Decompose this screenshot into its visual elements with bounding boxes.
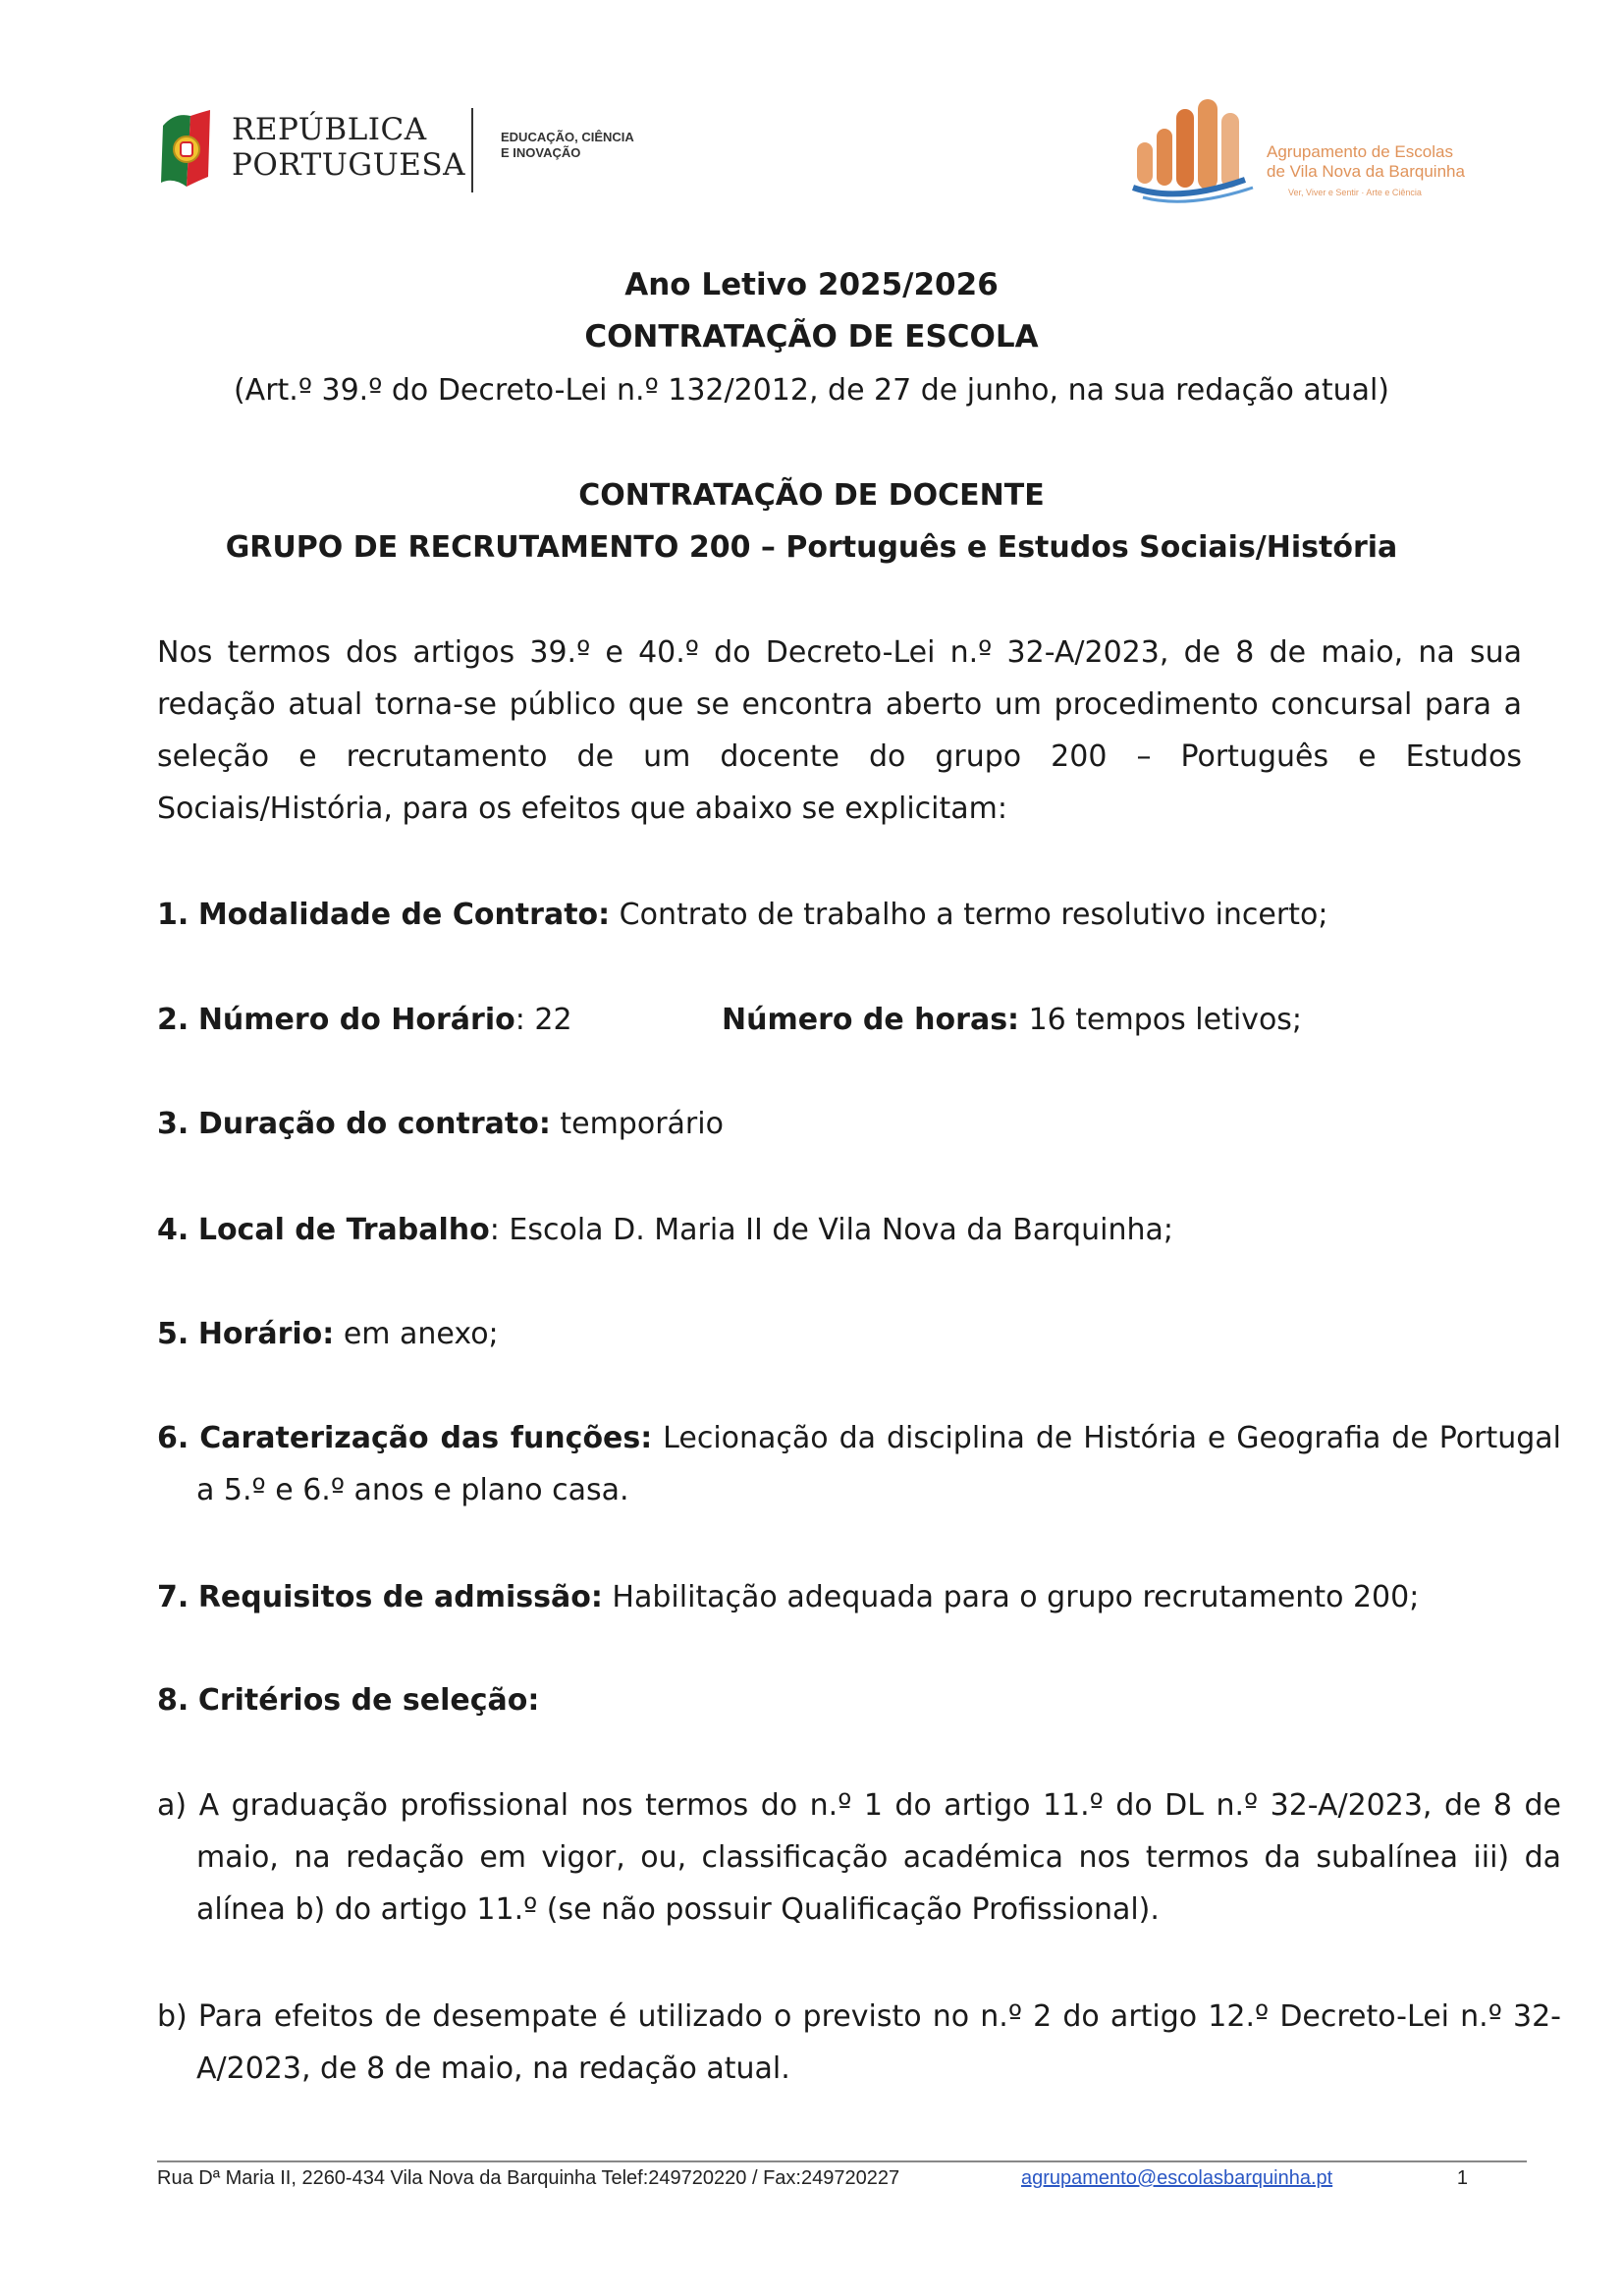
item-schedule bbox=[157, 1308, 1522, 1360]
school-logo bbox=[1129, 93, 1502, 211]
item-selection-criteria bbox=[157, 1674, 1522, 1726]
page-number: 1 bbox=[1456, 2167, 1468, 2189]
recruitment-group-title: GRUPO DE RECRUTAMENTO 200 – Português e Estudos Sociais/História bbox=[225, 530, 1398, 565]
contract-title: CONTRATAÇÃO DE ESCOLA bbox=[584, 319, 1039, 355]
item-label: Critérios de seleção: bbox=[197, 1683, 540, 1718]
school-year-title: Ano Letivo 2025/2026 bbox=[624, 267, 999, 302]
government-name-line1: REPÚBLICA bbox=[232, 112, 427, 147]
item-value: Lecionação da disciplina de História e Geografia de Portugal a 5.º e 6.º anos e plano casa. bbox=[196, 1421, 1561, 1507]
ministry-line2: E INOVAÇÃO bbox=[501, 145, 581, 160]
criterion-a: a) A graduação profissional nos termos do n.º 1 do artigo 11.º do DL n.º 32-A/2023, de 8 de maio, na redação em vigor, ou, classificação académica nos termos da subalínea iii) da alínea b) do artigo 11.º (se não possuir Qualificação Profissional). bbox=[157, 1788, 1561, 1927]
item-label: Duração do contrato: bbox=[197, 1107, 551, 1141]
item-value: : Escola D. Maria II de Vila Nova da Barquinha; bbox=[489, 1213, 1173, 1247]
item-number: 5. bbox=[157, 1317, 189, 1351]
item-number: 1. bbox=[157, 898, 189, 932]
item-workplace bbox=[157, 1204, 1522, 1256]
hours-value: 16 tempos letivos; bbox=[1019, 1003, 1303, 1037]
hours-label: Número de horas: bbox=[722, 1003, 1020, 1037]
ministry-line1: EDUCAÇÃO, CIÊNCIA bbox=[501, 130, 634, 144]
item-value: Habilitação adequada para o grupo recrutamento 200; bbox=[602, 1580, 1420, 1614]
item-job-description bbox=[157, 1412, 1561, 1516]
item-label: Caraterização das funções: bbox=[199, 1421, 653, 1455]
item-label: Modalidade de Contrato: bbox=[197, 898, 611, 932]
footer-email-link[interactable]: agrupamento@escolasbarquinha.pt bbox=[1021, 2167, 1333, 2189]
item-schedule-number bbox=[157, 994, 1522, 1046]
item-value: Contrato de trabalho a termo resolutivo incerto; bbox=[610, 898, 1328, 932]
item-number: 7. bbox=[157, 1580, 189, 1614]
item-number: 4. bbox=[157, 1213, 189, 1247]
item-number: 3. bbox=[157, 1107, 189, 1141]
criterion-b: b) Para efeitos de desempate é utilizado o previsto no n.º 2 do artigo 12.º Decreto-Lei n.º 32-A/2023, de 8 de maio, na redação atual. bbox=[157, 1999, 1561, 2086]
intro-paragraph: Nos termos dos artigos 39.º e 40.º do Decreto-Lei n.º 32-A/2023, de 8 de maio, na sua redação atual torna-se público que se encontra aberto um procedimento concursal para a seleção e recrutamento de um docente do grupo 200 – Português e Estudos Sociais/História, para os efeitos que abaixo se explicitam: bbox=[157, 635, 1522, 826]
item-contract-type bbox=[157, 889, 1522, 941]
item-number: 6. bbox=[157, 1421, 189, 1455]
ministry-name bbox=[501, 130, 634, 161]
hours-block bbox=[722, 994, 1302, 1046]
portuguese-flag-icon bbox=[157, 108, 212, 189]
item-number: 2. bbox=[157, 1003, 189, 1037]
logo-divider bbox=[471, 108, 473, 192]
item-label: Requisitos de admissão: bbox=[197, 1580, 603, 1614]
item-label: Horário: bbox=[197, 1317, 335, 1351]
government-name bbox=[232, 112, 465, 183]
footer bbox=[157, 2167, 1527, 2197]
school-name-line2: de Vila Nova da Barquinha bbox=[1267, 162, 1465, 181]
government-logo bbox=[157, 108, 668, 196]
item-label: Número do Horário bbox=[197, 1003, 515, 1037]
school-name-line1: Agrupamento de Escolas bbox=[1267, 142, 1453, 161]
footer-address: Rua Dª Maria II, 2260-434 Vila Nova da Barquinha Telef:249720220 / Fax:249720227 bbox=[157, 2167, 900, 2189]
item-value: : 22 bbox=[514, 1003, 572, 1037]
footer-divider bbox=[157, 2160, 1527, 2162]
school-emblem-icon bbox=[1129, 93, 1267, 211]
item-value: temporário bbox=[550, 1107, 724, 1141]
legal-reference: (Art.º 39.º do Decreto-Lei n.º 132/2012, de 27 de junho, na sua redação atual) bbox=[233, 373, 1390, 408]
item-admission-requirements bbox=[157, 1571, 1522, 1623]
school-name bbox=[1267, 142, 1465, 182]
item-number: 8. bbox=[157, 1683, 189, 1718]
item-label: Local de Trabalho bbox=[197, 1213, 490, 1247]
item-contract-duration bbox=[157, 1098, 1522, 1150]
school-motto: Ver, Viver e Sentir · Arte e Ciência bbox=[1288, 188, 1422, 197]
teacher-hiring-title: CONTRATAÇÃO DE DOCENTE bbox=[578, 478, 1045, 513]
government-name-line2: PORTUGUESA bbox=[232, 147, 466, 183]
item-value: em anexo; bbox=[334, 1317, 499, 1351]
